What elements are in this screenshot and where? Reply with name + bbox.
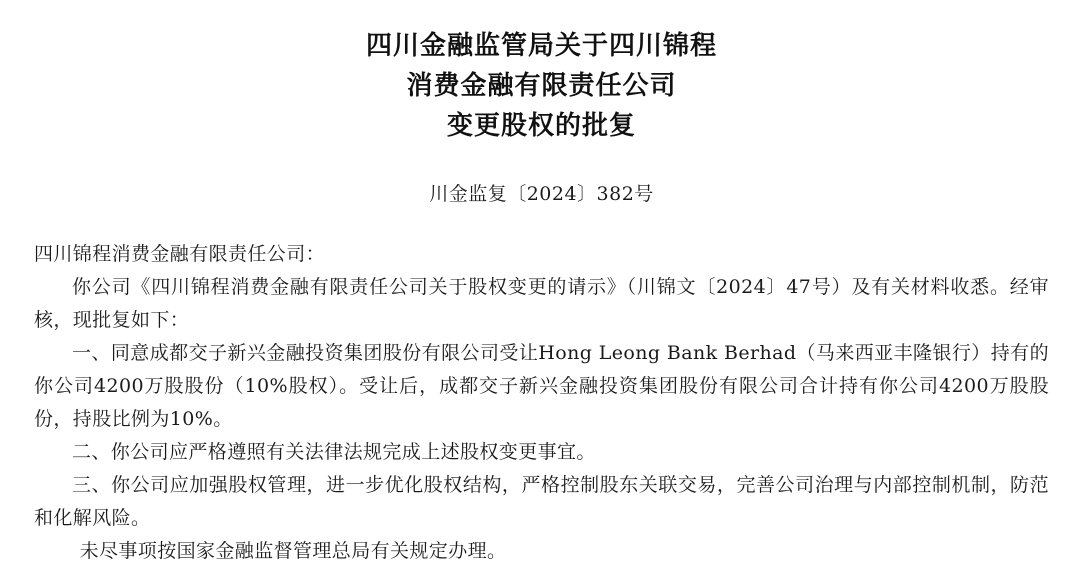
body-paragraph-2: 一、同意成都交子新兴金融投资集团股份有限公司受让Hong Leong Bank Berhad（马来西亚丰隆银行）持有的你公司4200万股股份（10%股权）。受让后，成都交子新兴金融投资集团股份有限公司合计持有你公司4200万股股份，持股比例为10%。 <box>34 342 1049 430</box>
document-body <box>34 238 1049 568</box>
page-title <box>34 18 1049 146</box>
page-title-line-2: 消费金融有限责任公司 <box>406 71 677 101</box>
body-paragraph-1: 你公司《四川锦程消费金融有限责任公司关于股权变更的请示》（川锦文〔2024〕47号）及有关材料收悉。经审核，现批复如下： <box>34 276 1049 331</box>
page-title-line-1: 四川金融监管局关于四川锦程 <box>365 31 717 61</box>
body-paragraph-3: 二、你公司应严格遵照有关法律法规完成上述股权变更事宜。 <box>72 441 596 463</box>
addressee-line: 四川锦程消费金融有限责任公司： <box>34 243 326 265</box>
page-title-line-3: 变更股权的批复 <box>446 111 636 141</box>
body-paragraph-4: 三、你公司应加强股权管理，进一步优化股权结构，严格控制股东关联交易，完善公司治理与内部控制机制，防范和化解风险。 <box>34 474 1049 529</box>
document-number: 川金监复〔2024〕382号 <box>429 183 654 205</box>
body-paragraph-5: 未尽事项按国家金融监督管理总局有关规定办理。 <box>79 540 507 562</box>
